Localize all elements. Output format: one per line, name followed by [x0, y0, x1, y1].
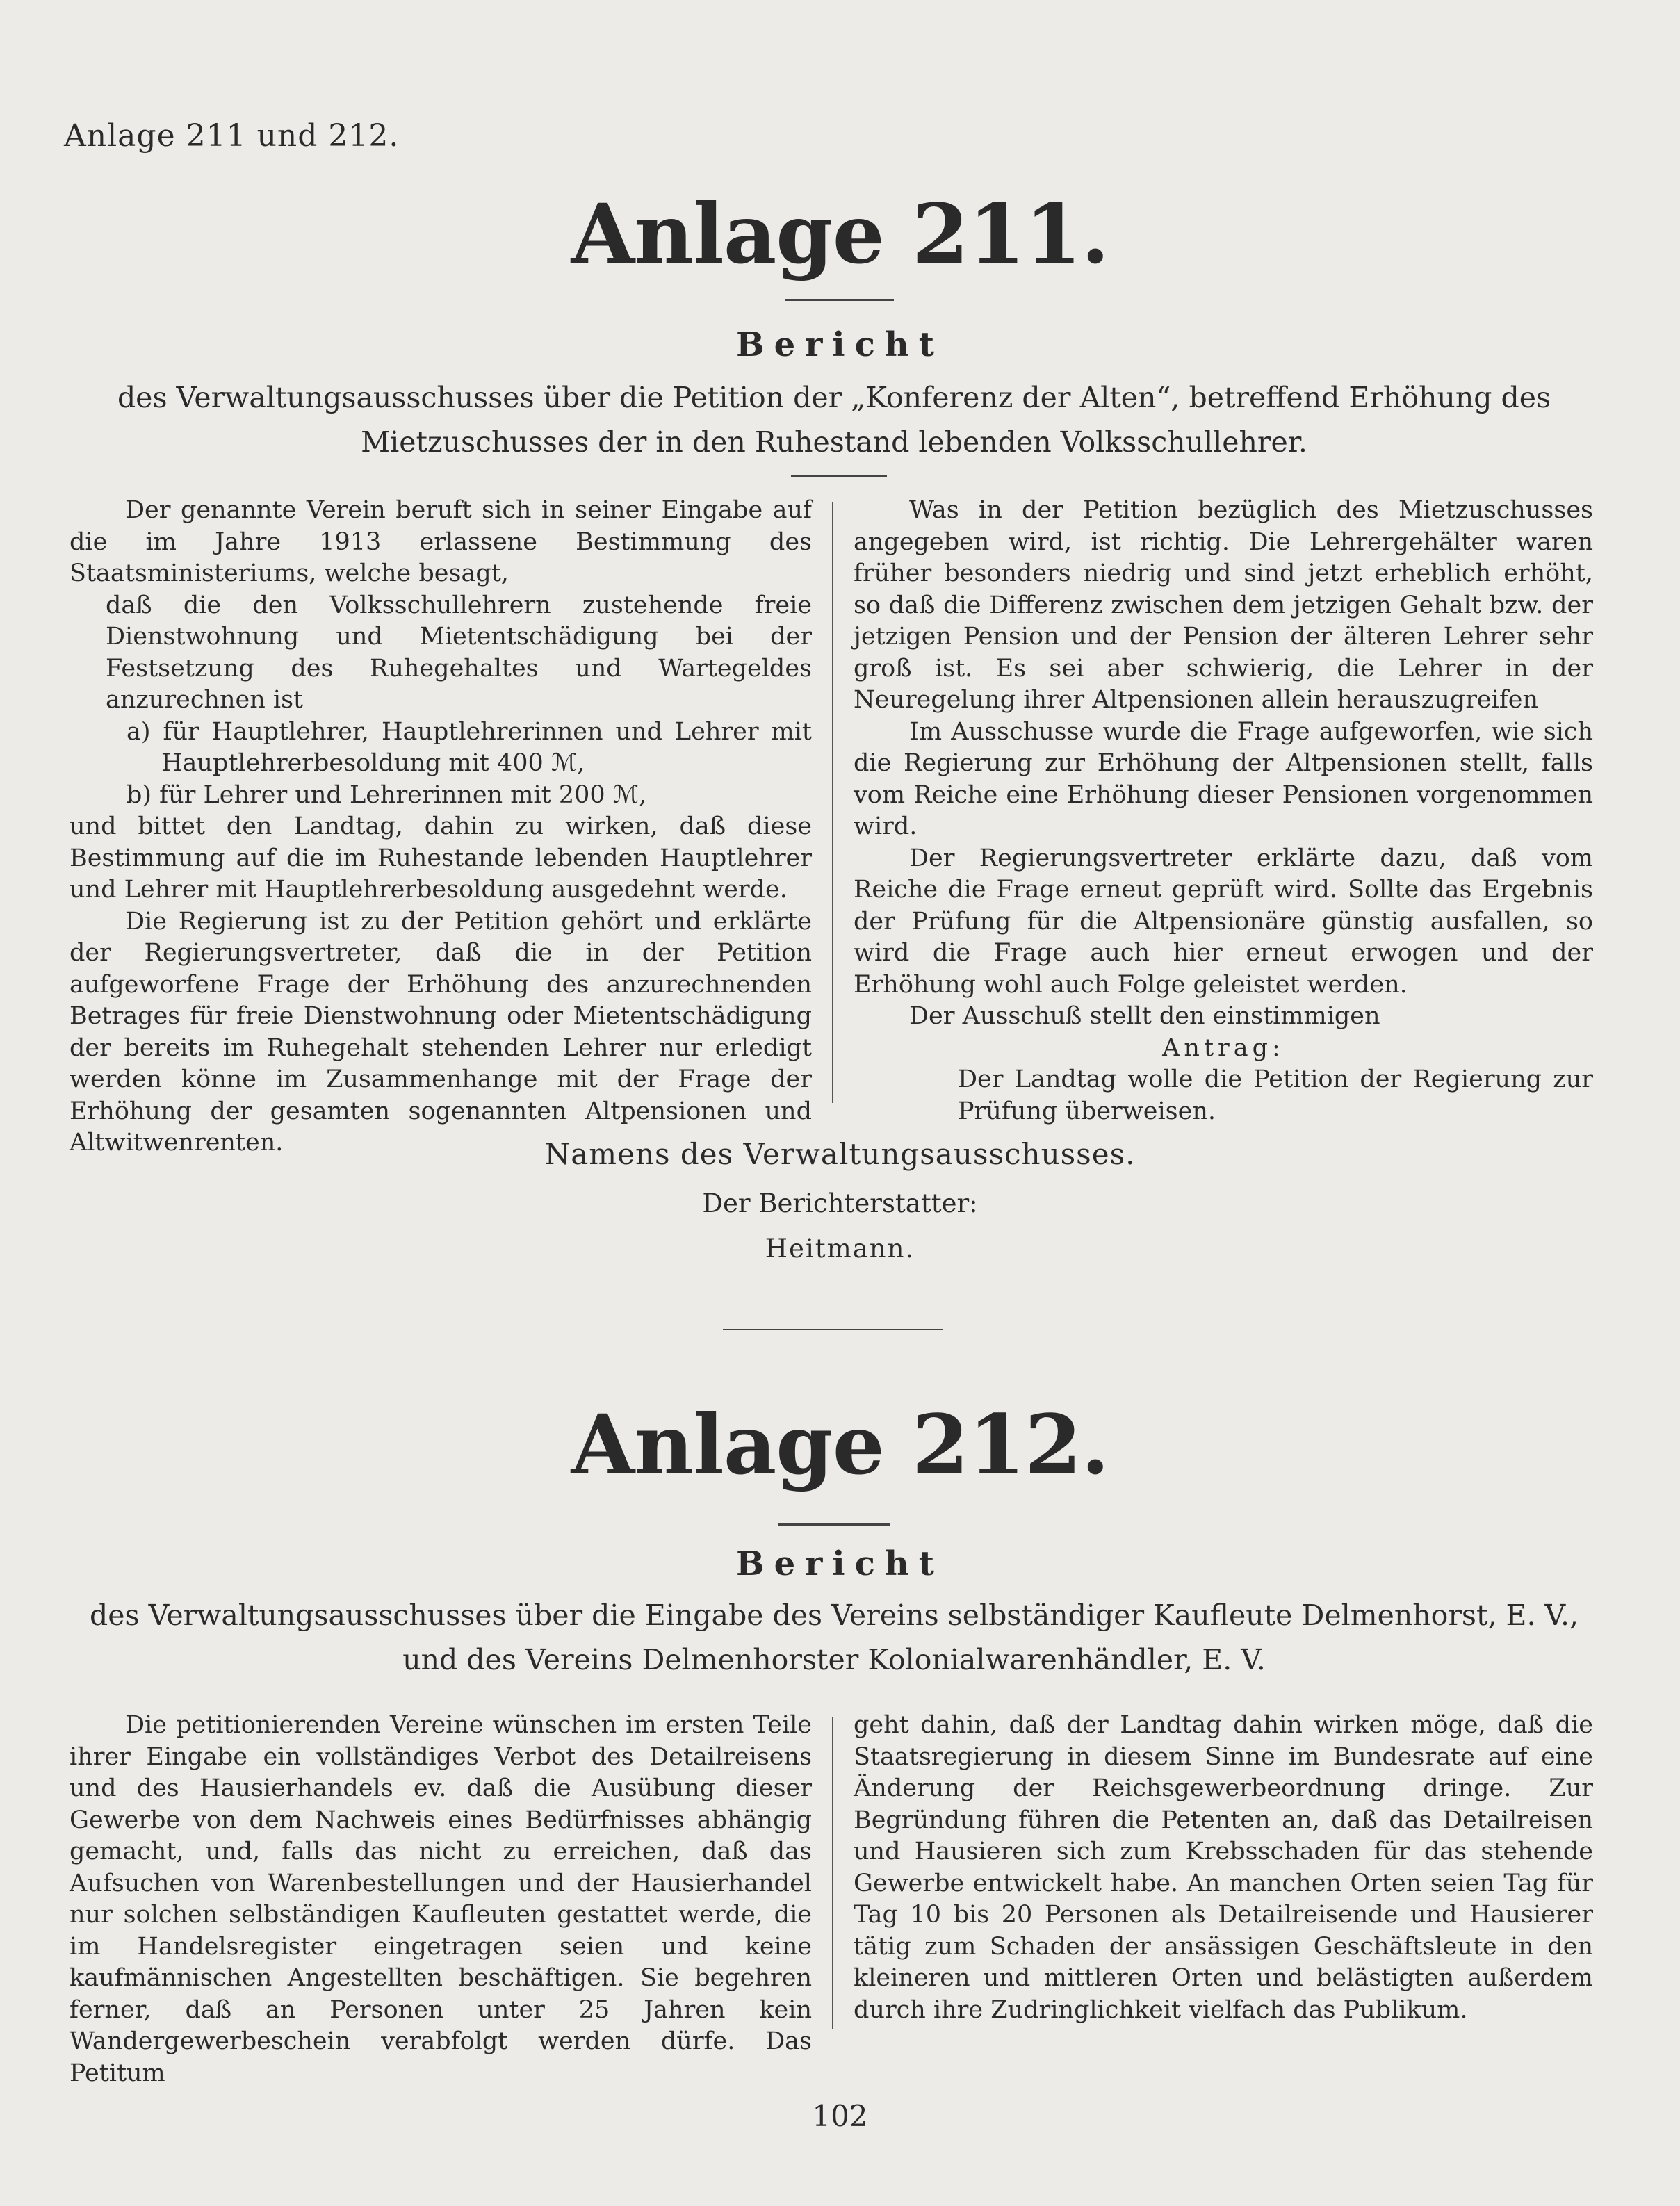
title-rule: [778, 1523, 890, 1526]
paragraph: Der Ausschuß stellt den einstimmigen: [909, 1002, 1380, 1030]
signature-name: Heitmann.: [765, 1234, 915, 1264]
provision-item-a: a) für Hauptlehrer, Hauptlehrerinnen und Lehrer mit Hauptlehrerbesoldung mit 400 ℳ,: [127, 717, 812, 777]
signature-committee: Namens des Verwaltungsausschusses.: [544, 1137, 1136, 1171]
title-rule: [785, 299, 894, 301]
running-header: Anlage 211 und 212.: [64, 118, 400, 154]
anlage-212-heading: Bericht: [736, 1544, 944, 1583]
column-divider: [832, 502, 833, 1103]
page-number: 102: [812, 2099, 868, 2133]
subject-line: des Verwaltungsausschusses über die Eingabe des Vereins selbständiger Kaufleute Delmenhorst, E. V.,: [89, 1599, 1579, 1632]
subject-rule: [791, 475, 887, 477]
motion-heading: Antrag:: [1162, 1033, 1285, 1062]
section-divider: [723, 1329, 943, 1330]
anlage-212-right-column: [854, 1710, 1593, 2026]
column-divider: [832, 1717, 833, 2029]
paragraph: Der genannte Verein beruft sich in seiner Eingabe auf die im Jahre 1913 erlassene Bestimmung des Staatsministeriums, welche besagt,: [70, 496, 812, 587]
paragraph: Die Regierung ist zu der Petition gehört und erklärte der Regierungsvertreter, daß die in der Petition aufgeworfene Frage der Erhöhung des anzurechnenden Betrages für freie Dienstwohnung oder Mietentschädigung der bereits im Ruhegehalt stehenden Lehrer nur erledigt werden könne im Zusammenhange mit der Frage der Erhöhung der gesamten sogenannten Altpensionen und Altwitwenrenten.: [70, 907, 812, 1157]
quoted-provision: daß die den Volksschullehrern zustehende freie Dienstwohnung und Mietentschädigung bei der Festsetzung des Ruhegehaltes und Wartegeldes anzurechnen ist: [106, 591, 812, 714]
anlage-211-title: Anlage 211.: [571, 186, 1109, 282]
subject-line: und des Vereins Delmenhorster Kolonialwarenhändler, E. V.: [402, 1643, 1266, 1676]
anlage-211-heading: Bericht: [736, 325, 944, 364]
signature-role: Der Berichterstatter:: [702, 1188, 978, 1218]
paragraph: Was in der Petition bezüglich des Mietzuschusses angegeben wird, ist richtig. Die Lehrergehälter waren früher besonders niedrig und sind jetzt erheblich erhöht, so daß die Differenz zwischen dem jetzigen Gehalt bzw. der jetzigen Pension und der Pension der älteren Lehrer sehr groß ist. Es sei aber schwierig, die Lehrer in der Neuregelung ihrer Altpensionen allein herauszugreifen: [854, 496, 1593, 714]
anlage-211-right-column: [854, 495, 1593, 1127]
anlage-212-left-column: [70, 1710, 812, 2089]
paragraph: Im Ausschusse wurde die Frage aufgeworfen, wie sich die Regierung zur Erhöhung der Altpensionen stellt, falls vom Reiche eine Erhöhung dieser Pensionen vorgenommen wird.: [854, 717, 1593, 840]
motion-text: Der Landtag wolle die Petition der Regierung zur Prüfung überweisen.: [958, 1065, 1593, 1125]
anlage-212-title: Anlage 212.: [571, 1396, 1109, 1493]
paragraph: geht dahin, daß der Landtag dahin wirken möge, daß die Staatsregierung in diesem Sinne im Bundesrate auf eine Änderung der Reichsgewerbeordnung dringe. Zur Begründung führen die Petenten an, daß das Detailreisen und Hausieren sich zum Krebsschaden für das stehende Gewerbe entwickelt habe. An manchen Orten seien Tag für Tag 10 bis 20 Personen als Detailreisende und Hausierer tätig zum Schaden der ansässigen Geschäftsleute in den kleineren und mittleren Orten und belästigten außerdem durch ihre Zudringlichkeit vielfach das Publikum.: [854, 1711, 1593, 2024]
paragraph: Die petitionierenden Vereine wünschen im ersten Teile ihrer Eingabe ein vollständiges Verbot des Detailreisens und des Hausierhandels ev. daß die Ausübung dieser Gewerbe von dem Nachweis eines Bedürfnisses abhängig gemacht, und, falls das nicht zu erreichen, daß das Aufsuchen von Warenbestellungen und der Hausierhandel nur solchen selbständigen Kaufleuten gestattet werde, die im Handelsregister eingetragen seien und keine kaufmännischen Angestellten beschäftigen. Sie begehren ferner, daß an Personen unter 25 Jahren kein Wandergewerbeschein verabfolgt werden dürfe. Das Petitum: [70, 1711, 812, 2087]
paragraph: Der Regierungsvertreter erklärte dazu, daß vom Reiche die Frage erneut geprüft wird. Sollte das Ergebnis der Prüfung für die Altpensionäre günstig ausfallen, so wird die Frage auch hier erneut erwogen und der Erhöhung wohl auch Folge geleistet werden.: [854, 844, 1593, 999]
anlage-211-subject: des Verwaltungsausschusses über die Petition der „Konferenz der Alten“, betreffend Erhöhung des Mietzuschusses der in den Ruhestand lebenden Volksschullehrer.: [117, 381, 1551, 459]
anlage-211-left-column: [70, 495, 812, 1159]
paragraph: und bittet den Landtag, dahin zu wirken, daß diese Bestimmung auf die im Ruhestande lebenden Hauptlehrer und Lehrer mit Hauptlehrerbesoldung ausgedehnt werde.: [70, 812, 812, 904]
anlage-212-subject: [70, 1593, 1599, 1682]
provision-item-b: b) für Lehrer und Lehrerinnen mit 200 ℳ,: [127, 781, 647, 809]
